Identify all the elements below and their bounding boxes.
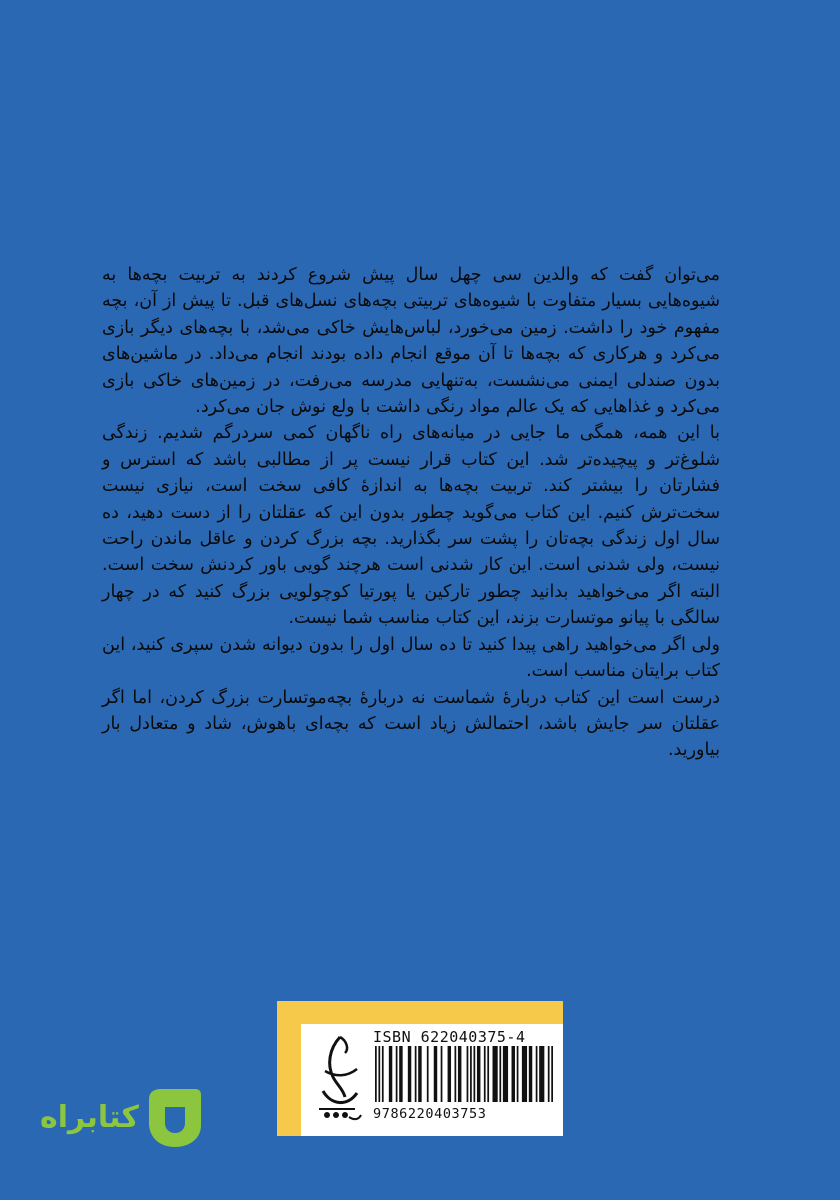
site-logo-text: کتابراه — [40, 1099, 139, 1135]
blurb-paragraph: ولی اگر می‌خواهید راهی پیدا کنید تا ده سال اول را بدون دیوانه شدن سپری کنید، این کتاب برایتان مناسب است. — [102, 634, 720, 682]
barcode-bar — [427, 1046, 429, 1102]
barcode-bar — [434, 1046, 437, 1102]
isbn-text: ISBN 622040375-4 — [373, 1028, 526, 1046]
yellow-frame-left — [277, 1024, 301, 1136]
barcode-bar — [487, 1046, 489, 1102]
barcode-bar — [441, 1046, 443, 1102]
barcode-bars — [375, 1046, 553, 1102]
barcode-bar — [382, 1046, 384, 1102]
barcode-bar — [517, 1046, 519, 1102]
barcode-bar — [448, 1046, 451, 1102]
barcode-bar — [484, 1046, 486, 1102]
blurb-paragraph: با این همه، همگی ما جایی در میانه‌های راه ناگهان کمی سردرگم شدیم. زندگی شلوغ‌تر و پیچیده‌تر شد. این کتاب قرار نیست پر از مطالبی باشد که استرس و فشارتان را بیشتر کند. تربیت بچه‌ها به اندازهٔ کافی سخت است، نیازی نیست سخت‌ترش کنیم. این کتاب می‌گوید چطور بدون این که عقلتان را از دست دهید، ده سال اول زندگی بچه‌تان را پشت سر بگذارید. بچه بزرگ کردن و عاقل ماندن راحت نیست، ولی شدنی است. این کار شدنی است هرچند گویی باور کردنش سخت است. البته اگر می‌خواهید بدانید چطور تارکین یا پورتیا کوچولویی بزرگ کنید که در چهار سالگی با پیانو موتسارت بزند، این کتاب مناسب شما نیست. — [102, 423, 720, 629]
barcode-bar — [499, 1046, 501, 1102]
barcode-bar — [470, 1046, 472, 1102]
blurb-paragraph: درست است این کتاب دربارهٔ شماست نه دربارهٔ بچه‌موتسارت بزرگ کردن، اما اگر عقلتان سر جایش باشد، احتمالش زیاد است که بچه‌ای باهوش، شاد و متعادل بار بیاورید. — [102, 687, 720, 761]
barcode-bar — [467, 1046, 469, 1102]
site-logo — [40, 1080, 216, 1154]
ean-digits: 9786220403753 — [373, 1106, 487, 1122]
barcode-bar — [503, 1046, 508, 1102]
bird-logo-icon — [307, 1031, 365, 1127]
barcode-bar — [522, 1046, 527, 1102]
barcode-bar — [539, 1046, 544, 1102]
barcode-bar — [399, 1046, 402, 1102]
barcode-bar — [389, 1046, 392, 1102]
barcode-bar — [408, 1046, 411, 1102]
barcode-bar — [512, 1046, 515, 1102]
barcode-bar — [378, 1046, 380, 1102]
barcode-bar — [493, 1046, 498, 1102]
barcode-bar — [529, 1046, 532, 1102]
barcode-bar — [418, 1046, 421, 1102]
barcode-bar — [458, 1046, 461, 1102]
barcode-bar — [536, 1046, 538, 1102]
yellow-frame-top — [277, 1001, 563, 1024]
barcode-bar — [375, 1046, 377, 1102]
barcode-bar — [551, 1046, 553, 1102]
back-cover-blurb — [102, 262, 720, 764]
barcode-bar — [396, 1046, 398, 1102]
barcode-bar — [548, 1046, 550, 1102]
ketabrah-logo-icon — [143, 1085, 203, 1149]
barcode-bar — [415, 1046, 417, 1102]
barcode-bar — [455, 1046, 457, 1102]
barcode-bar — [474, 1046, 476, 1102]
barcode-card — [277, 1001, 563, 1136]
blurb-paragraph: می‌توان گفت که والدین سی چهل سال پیش شروع کردند به تربیت بچه‌ها به شیوه‌هایی بسیار متفاوت با شیوه‌های تربیتی بچه‌های نسل‌های قبل. تا پیش از آن، بچه مفهوم خود را داشت. زمین می‌خورد، لباس‌هایش خاکی می‌شد، با بچه‌های دیگر بازی می‌کرد و هرکاری که بچه‌ها تا آن موقع انجام داده بودند انجام می‌داد. در ماشین‌های بدون صندلی ایمنی می‌نشست، به‌تنهایی مدرسه می‌رفت، در زمین‌های خاکی بازی می‌کرد و غذاهایی که یک عالم مواد رنگی داشت با ولع نوش جان می‌کرد. — [102, 265, 720, 418]
barcode-bar — [477, 1046, 480, 1102]
